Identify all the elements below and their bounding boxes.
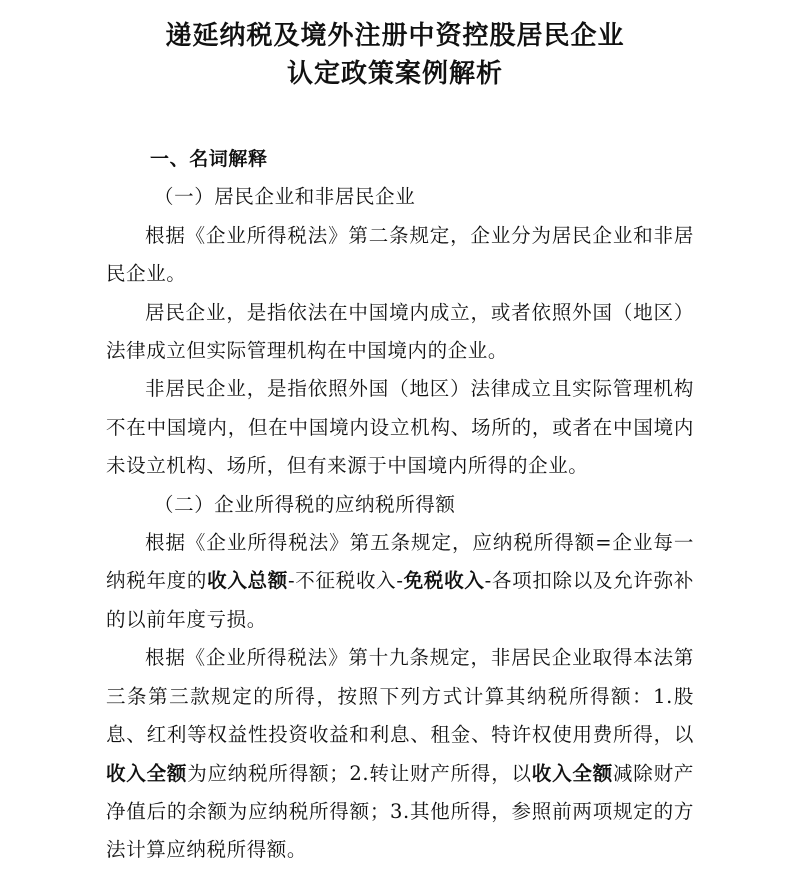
section-heading: 一、名词解释 — [150, 148, 268, 170]
document-body — [106, 140, 694, 870]
paragraph: 非居民企业，是指依照外国（地区）法律成立且实际管理机构不在中国境内，但在中国境内设立机构、场所的，或者在中国境内未设立机构、场所，但有来源于中国境内所得的企业。 — [106, 377, 694, 478]
text-run: -各项扣除以及允许弥补的以前年度亏损。 — [106, 569, 694, 631]
subsection-heading-1: （一）居民企业和非居民企业 — [154, 185, 416, 209]
document-title-line-2: 认定政策案例解析 — [286, 59, 503, 89]
text-run: 为应纳税所得额；2.转让财产所得，以 — [187, 761, 532, 785]
paragraph — [106, 639, 694, 869]
paragraph: 根据《企业所得税法》第二条规定，企业分为居民企业和非居民企业。 — [106, 223, 694, 286]
paragraph: 居民企业，是指依法在中国境内成立，或者依照外国（地区）法律成立但实际管理机构在中国境内的企业。 — [106, 300, 694, 363]
text-run: 根据《企业所得税法》第五条规定，应纳税所得额=企业每一纳税年度的 — [106, 531, 694, 593]
bold-term: 免税收入 — [403, 569, 485, 593]
bold-term: 收入全额 — [531, 761, 613, 785]
document-title-line-1: 递延纳税及境外注册中资控股居民企业 — [165, 21, 625, 51]
text-run: 减除财产净值后的余额为应纳税所得额；3.其他所得，参照前两项规定的方法计算应纳税所得额。 — [106, 761, 694, 862]
bold-term: 收入总额 — [207, 569, 288, 593]
text-run: -不征税收入- — [288, 569, 404, 593]
subsection-heading-2: （二）企业所得税的应纳税所得额 — [154, 492, 456, 516]
bold-term: 收入全额 — [106, 761, 188, 785]
text-run: 根据《企业所得税法》第十九条规定，非居民企业取得本法第三条第三款规定的所得，按照下列方式计算其纳税所得额：1.股息、红利等权益性投资收益和利息、租金、特许权使用费所得，以 — [106, 646, 694, 747]
paragraph — [106, 524, 694, 639]
